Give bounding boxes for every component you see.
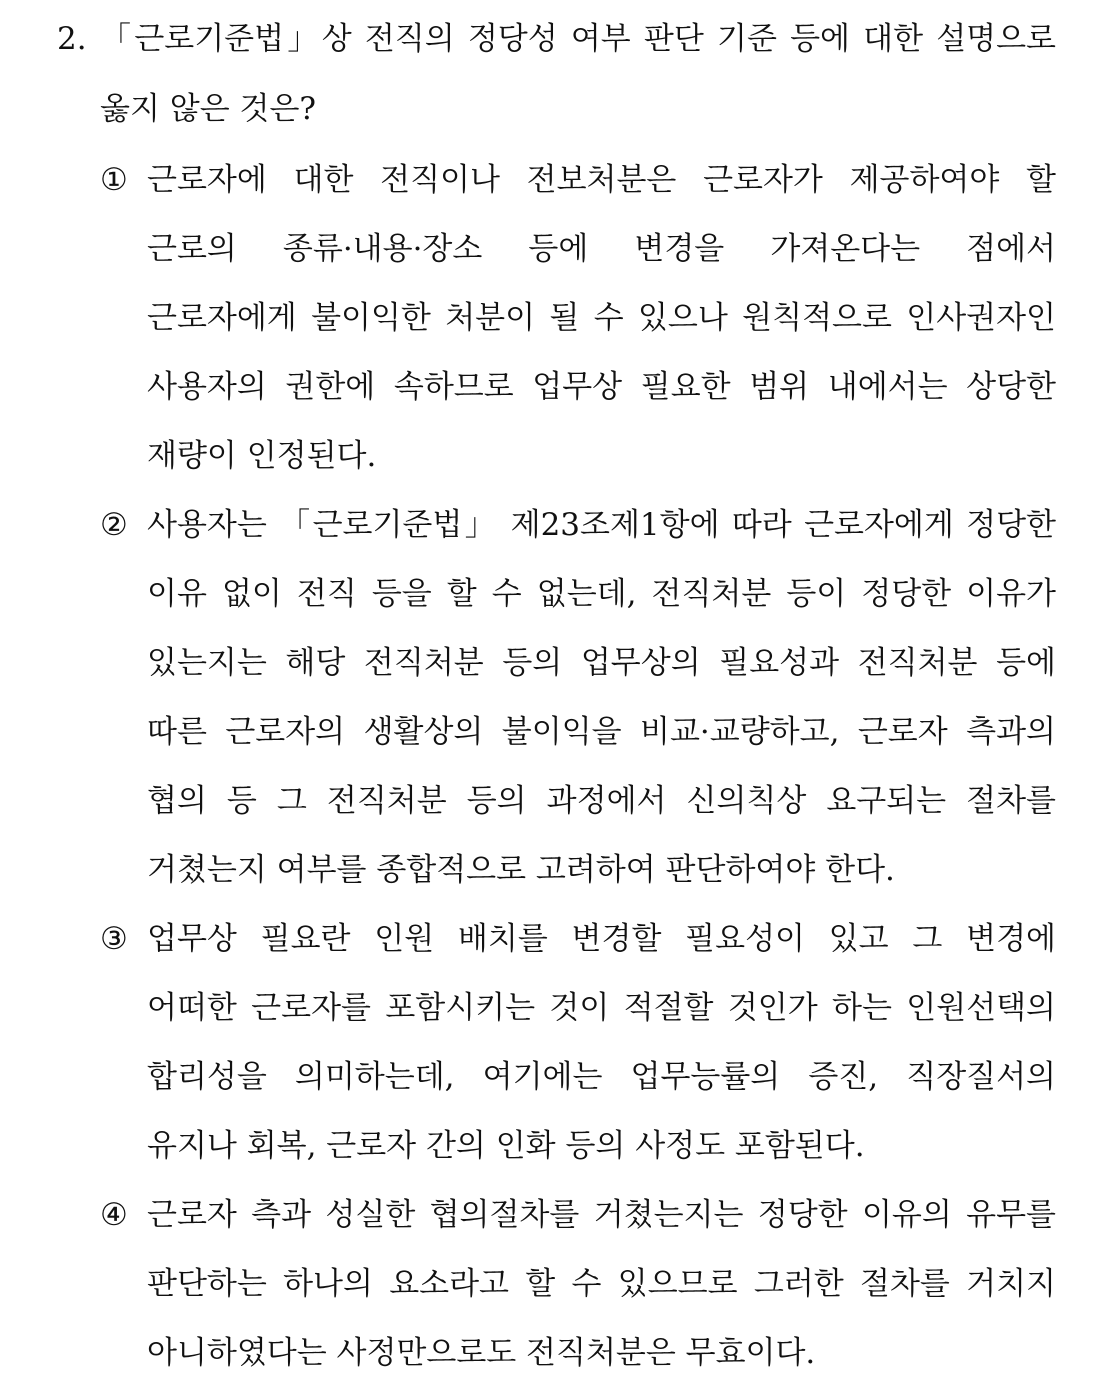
option-4-line-2: 판단하는 하나의 요소라고 할 수 있으므로 그러한 절차를 거치지 — [147, 1266, 1056, 1302]
option-1-line-3: 근로자에게 불이익한 처분이 될 수 있으나 원칙적으로 인사권자인 — [147, 300, 1056, 336]
option-1-line-1: 근로자에 대한 전직이나 전보처분은 근로자가 제공하여야 할 — [147, 162, 1056, 198]
option-2-line-1: 사용자는 「근로기준법」 제23조제1항에 따라 근로자에게 정당한 — [147, 507, 1056, 543]
option-3-line-3: 합리성을 의미하는데, 여기에는 업무능률의 증진, 직장질서의 — [147, 1059, 1056, 1095]
option-3-line-1: 업무상 필요란 인원 배치를 변경할 필요성이 있고 그 변경에 — [147, 921, 1056, 957]
option-2-line-3: 있는지는 해당 전직처분 등의 업무상의 필요성과 전직처분 등에 — [147, 645, 1056, 681]
question-number: 2. — [57, 21, 87, 57]
option-2-line-6: 거쳤는지 여부를 종합적으로 고려하여 판단하여야 한다. — [147, 852, 895, 888]
option-1-line-2: 근로의 종류·내용·장소 등에 변경을 가져온다는 점에서 — [147, 231, 1056, 267]
option-4-line-3: 아니하였다는 사정만으로도 전직처분은 무효이다. — [147, 1335, 816, 1371]
option-4-marker[interactable]: ④ — [100, 1197, 128, 1233]
option-1-marker[interactable]: ① — [100, 162, 128, 198]
option-3-line-2: 어떠한 근로자를 포함시키는 것이 적절할 것인가 하는 인원선택의 — [147, 990, 1056, 1026]
option-2-line-4: 따른 근로자의 생활상의 불이익을 비교·교량하고, 근로자 측과의 — [147, 714, 1056, 750]
question-stem-line-1: 「근로기준법」상 전직의 정당성 여부 판단 기준 등에 대한 설명으로 — [100, 21, 1056, 57]
option-4-line-1: 근로자 측과 성실한 협의절차를 거쳤는지는 정당한 이유의 유무를 — [147, 1197, 1056, 1233]
question-stem-line-2: 옳지 않은 것은? — [100, 91, 317, 127]
option-2-line-5: 협의 등 그 전직처분 등의 과정에서 신의칙상 요구되는 절차를 — [147, 783, 1056, 819]
option-2-marker[interactable]: ② — [100, 507, 128, 543]
option-1-line-5: 재량이 인정된다. — [147, 438, 377, 474]
option-3-marker[interactable]: ③ — [100, 921, 128, 957]
option-2-line-2: 이유 없이 전직 등을 할 수 없는데, 전직처분 등이 정당한 이유가 — [147, 576, 1056, 612]
option-3-line-4: 유지나 회복, 근로자 간의 인화 등의 사정도 포함된다. — [147, 1128, 865, 1164]
option-1-line-4: 사용자의 권한에 속하므로 업무상 필요한 범위 내에서는 상당한 — [147, 369, 1056, 405]
